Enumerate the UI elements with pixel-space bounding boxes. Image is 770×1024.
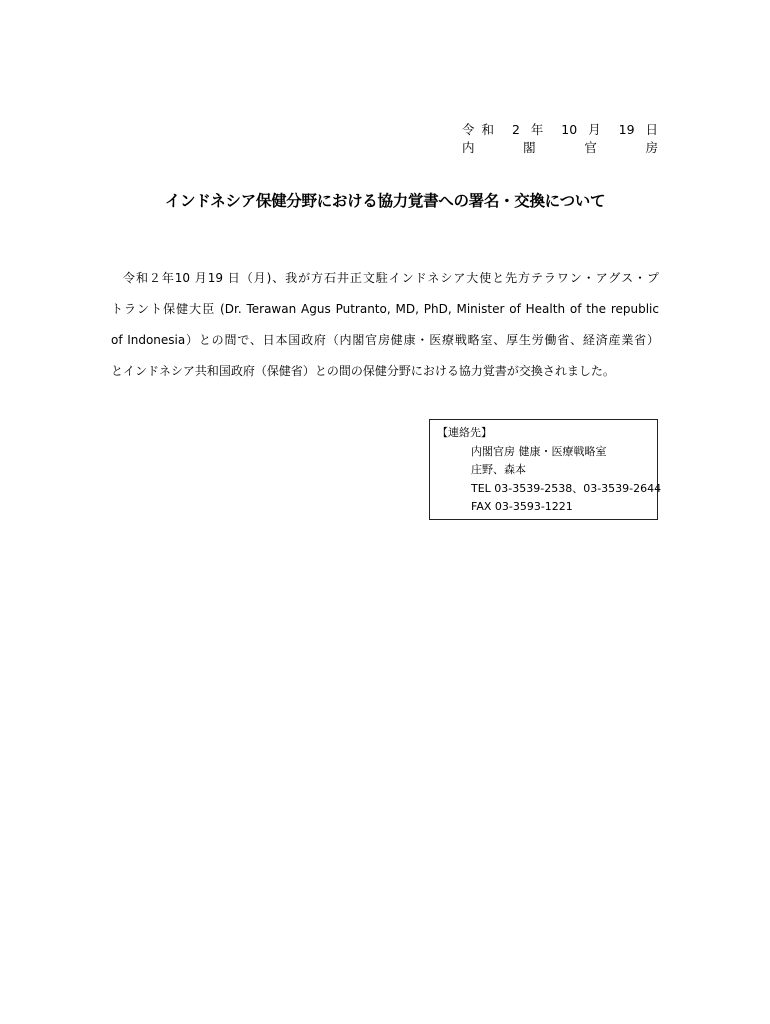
issuing-organization: 内 閣 官 房 [462, 140, 658, 155]
contact-box [429, 419, 662, 520]
contact-heading: 【連絡先】 [437, 426, 492, 439]
body-line: 令和２年10 月19 日（月)、我が方石井正文駐インドネシア大使と先方テラワン・アグス・プ [123, 271, 659, 285]
contact-department: 内閣官房 健康・医療戦略室 [471, 444, 607, 458]
body-paragraph [111, 263, 659, 387]
contact-fax: FAX 03-3593-1221 [471, 500, 573, 513]
body-line: とインドネシア共和国政府（保健省）との間の保健分野における協力覚書が交換されました。 [111, 364, 615, 378]
body-line: of Indonesia）との間で、日本国政府（内閣官房健康・医療戦略室、厚生労働省、経済産業省） [111, 333, 659, 347]
contact-details [471, 443, 661, 517]
document-title: インドネシア保健分野における協力覚書への署名・交換について [164, 192, 606, 210]
date-block [462, 121, 658, 157]
issue-date: 令和 2 年 10 月 19 日 [462, 122, 658, 137]
contact-phone: TEL 03-3539-2538、03-3539-2644 [471, 481, 662, 495]
contact-persons: 庄野、森本 [471, 463, 526, 476]
body-line: トラント保健大臣 (Dr. Terawan Agus Putranto, MD, PhD, Minister of Health of the republic [111, 302, 659, 316]
